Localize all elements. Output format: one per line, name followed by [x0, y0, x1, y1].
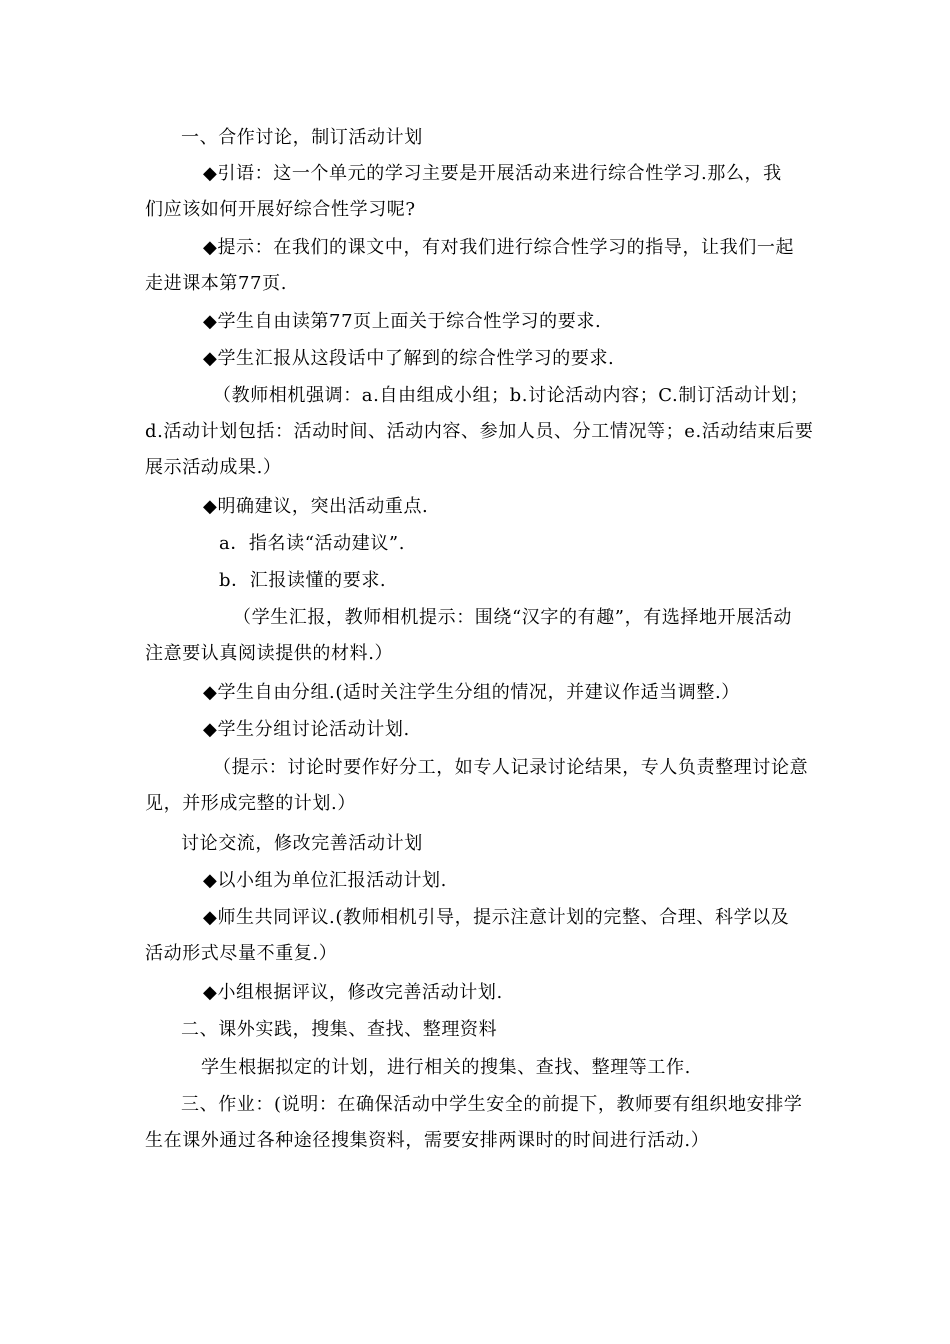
paragraph-joint-review — [145, 900, 807, 972]
text-line: a．指名读“活动建议”. — [219, 533, 406, 554]
paragraph-read — [145, 304, 807, 340]
paragraph-intro — [145, 156, 807, 228]
text-line: ◆学生自由分组.(适时关注学生分组的情况，并建议作适当调整.） — [203, 682, 740, 703]
paragraph-group-report — [145, 863, 807, 899]
section-heading-1 — [145, 120, 807, 156]
text-line: ◆提示：在我们的课文中，有对我们进行综合性学习的指导，让我们一起 — [203, 237, 795, 258]
text-line: 们应该如何开展好综合性学习呢? — [145, 199, 416, 220]
text-line: （提示：讨论时要作好分工，如专人记录讨论结果，专人负责整理讨论意 — [213, 757, 809, 778]
text-line: 三、作业：(说明：在确保活动中学生安全的前提下，教师要有组织地安排学 — [181, 1094, 803, 1115]
paragraph-suggestion — [145, 489, 807, 525]
paragraph-discussion-hint — [145, 750, 807, 822]
text-line: 注意要认真阅读提供的材料.） — [145, 643, 394, 664]
paragraph-item-b — [145, 563, 807, 599]
text-line: 生在课外通过各种途径搜集资料，需要安排两课时的时间进行活动.） — [145, 1130, 710, 1151]
section-heading-2 — [145, 1012, 807, 1048]
paragraph-student-report — [145, 600, 807, 672]
paragraph-group-discussion — [145, 712, 807, 748]
text-line: ◆以小组为单位汇报活动计划. — [203, 870, 447, 891]
text-line: （学生汇报，教师相机提示：围绕“汉字的有趣”，有选择地开展活动 — [233, 607, 793, 628]
paragraph-item-a — [145, 526, 807, 562]
text-line: （教师相机强调：a.自由组成小组；b.讨论活动内容；C.制订活动计划； — [213, 385, 809, 406]
text-line: ◆引语：这一个单元的学习主要是开展活动来进行综合性学习.那么，我 — [203, 163, 782, 184]
text-line: ◆师生共同评议.(教师相机引导，提示注意计划的完整、合理、科学以及 — [203, 907, 790, 928]
text-line: 二、课外实践，搜集、查找、整理资料 — [181, 1019, 498, 1040]
paragraph-practice — [145, 1050, 807, 1086]
text-line: 走进课本第77页. — [145, 273, 288, 294]
text-line: ◆小组根据评议，修改完善活动计划. — [203, 982, 503, 1003]
text-line: 展示活动成果.） — [145, 457, 282, 478]
text-line: 学生根据拟定的计划，进行相关的搜集、查找、整理等工作. — [201, 1057, 691, 1078]
section-heading-3-homework — [145, 1087, 807, 1159]
subsection-heading — [145, 826, 807, 862]
paragraph-grouping — [145, 675, 807, 711]
text-line: ◆明确建议，突出活动重点. — [203, 496, 429, 517]
text-line: ◆学生自由读第77页上面关于综合性学习的要求. — [203, 311, 602, 332]
paragraph-revise-plan — [145, 975, 807, 1011]
text-line: ◆学生分组讨论活动计划. — [203, 719, 410, 740]
text-line: 见，并形成完整的计划.） — [145, 793, 356, 814]
text-line: d.活动计划包括：活动时间、活动内容、参加人员、分工情况等；e.活动结束后要 — [145, 421, 814, 442]
paragraph-report — [145, 341, 807, 377]
paragraph-teacher-emphasis — [145, 378, 814, 486]
text-line: ◆学生汇报从这段话中了解到的综合性学习的要求. — [203, 348, 615, 369]
text-line: 一、合作讨论，制订活动计划 — [181, 127, 423, 148]
paragraph-hint — [145, 230, 807, 302]
text-line: 讨论交流，修改完善活动计划 — [181, 833, 423, 854]
text-line: b．汇报读懂的要求. — [219, 570, 387, 591]
text-line: 活动形式尽量不重复.） — [145, 943, 338, 964]
